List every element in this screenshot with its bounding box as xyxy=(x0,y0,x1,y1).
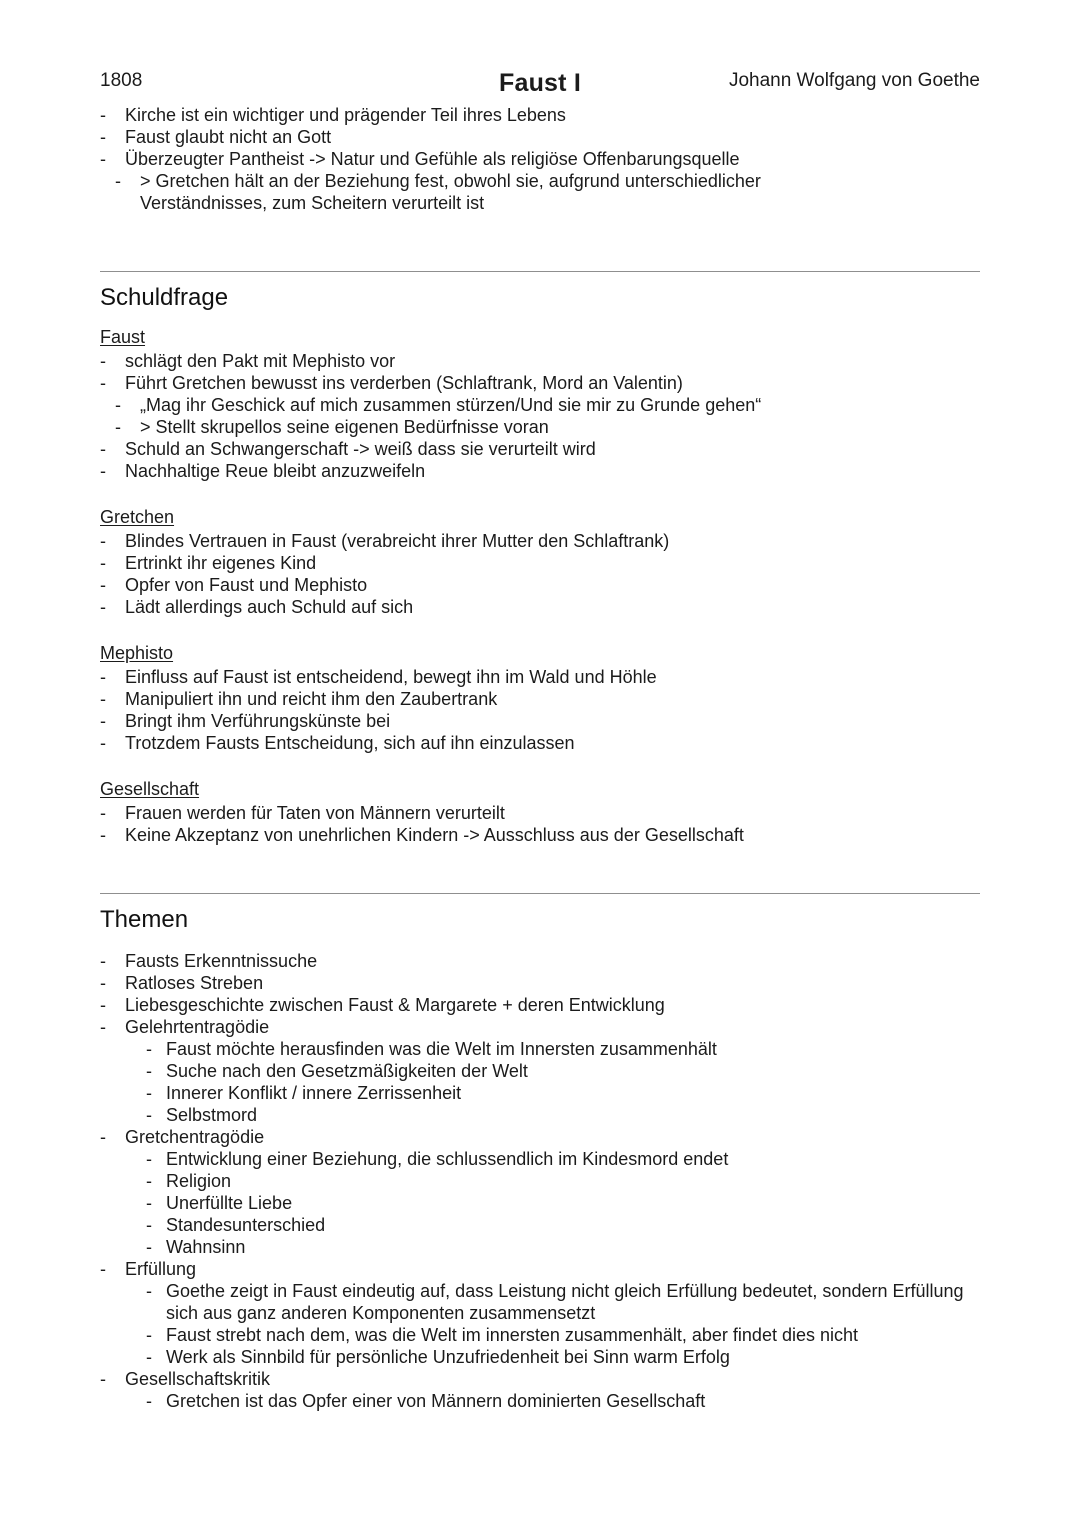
list-item xyxy=(146,1214,980,1236)
bullet-dash: - xyxy=(100,351,106,371)
list-item-text: Liebesgeschichte zwischen Faust & Margarete + deren Entwicklung xyxy=(125,995,665,1015)
list-item-text: Schuld an Schwangerschaft -> weiß dass sie verurteilt wird xyxy=(125,439,596,459)
bullet-dash: - xyxy=(100,733,106,753)
section-body xyxy=(100,326,980,846)
bullet-dash: - xyxy=(100,597,106,617)
list-item-text: Suche nach den Gesetzmäßigkeiten der Welt xyxy=(166,1061,528,1081)
list-item-text: Unerfüllte Liebe xyxy=(166,1193,293,1213)
bullet-dash: - xyxy=(146,1391,152,1411)
list-item xyxy=(146,1060,980,1082)
list-item-text: Nachhaltige Reue bleibt anzuzweifeln xyxy=(125,461,426,481)
list-item-text: Entwicklung einer Beziehung, die schlussendlich im Kindesmord endet xyxy=(166,1149,729,1169)
list-item-text: Führt Gretchen bewusst ins verderben (Schlaftrank, Mord an Valentin) xyxy=(125,373,683,393)
list-item-text: Innerer Konflikt / innere Zerrissenheit xyxy=(166,1083,462,1103)
list-item-text: Gelehrtentragödie xyxy=(125,1017,270,1037)
subsection-heading-label: Mephisto xyxy=(100,643,174,663)
bullet-dash: - xyxy=(146,1325,152,1345)
list-item xyxy=(115,170,980,214)
bullet-dash: - xyxy=(115,395,121,415)
intro-notes-list xyxy=(100,104,980,214)
subsection-heading-label: Gretchen xyxy=(100,507,175,527)
list-item xyxy=(146,1038,980,1060)
bullet-dash: - xyxy=(146,1347,152,1367)
author-label: Johann Wolfgang von Goethe xyxy=(728,70,980,91)
list-item-text: Faust glaubt nicht an Gott xyxy=(125,127,332,147)
subsection-heading-label: Gesellschaft xyxy=(100,779,200,799)
list-item-text: Faust strebt nach dem, was die Welt im innersten zusammenhält, aber findet dies nicht xyxy=(166,1325,858,1345)
section-divider xyxy=(100,271,980,272)
list-item xyxy=(115,416,980,438)
bullet-dash: - xyxy=(146,1149,152,1169)
list-item-text: Opfer von Faust und Mephisto xyxy=(125,575,368,595)
bullet-dash: - xyxy=(100,127,106,147)
list-item-text: Ratloses Streben xyxy=(125,973,264,993)
list-item xyxy=(100,802,980,824)
bullet-dash: - xyxy=(146,1237,152,1257)
list-item-text: Gretchentragödie xyxy=(125,1127,265,1147)
list-item xyxy=(100,824,980,846)
year-label: 1808 xyxy=(100,70,143,91)
list-item xyxy=(100,574,980,596)
bullet-dash: - xyxy=(115,417,121,437)
bullet-dash: - xyxy=(146,1281,152,1301)
list-item xyxy=(100,104,980,126)
bullet-dash: - xyxy=(100,149,106,169)
list-item-text: Trotzdem Fausts Entscheidung, sich auf ihn einzulassen xyxy=(125,733,575,753)
list-item xyxy=(100,666,980,688)
bullet-dash: - xyxy=(115,171,121,191)
list-item xyxy=(100,438,980,460)
list-item xyxy=(115,394,980,416)
list-item-text: schlägt den Pakt mit Mephisto vor xyxy=(125,351,396,371)
list-item xyxy=(100,732,980,754)
bullet-dash: - xyxy=(100,531,106,551)
bullet-dash: - xyxy=(146,1083,152,1103)
list-item-text: Standesunterschied xyxy=(166,1215,326,1235)
bullet-dash: - xyxy=(100,1017,106,1037)
list-item xyxy=(100,1016,980,1038)
list-item-text: Wahnsinn xyxy=(166,1237,246,1257)
list-item-text: Ertrinkt ihr eigenes Kind xyxy=(125,553,317,573)
bullet-dash: - xyxy=(100,1259,106,1279)
list-item-text: Fausts Erkenntnissuche xyxy=(125,951,318,971)
list-item-text: Gesellschaftskritik xyxy=(125,1369,271,1389)
section-body xyxy=(100,950,980,1412)
list-item-text: > Gretchen hält an der Beziehung fest, obwohl sie, aufgrund unterschiedlicher Verständnisses, zum Scheitern verurteilt ist xyxy=(140,171,761,213)
bullet-dash: - xyxy=(100,1369,106,1389)
bullet-dash: - xyxy=(146,1039,152,1059)
list-item xyxy=(100,994,980,1016)
bullet-dash: - xyxy=(100,373,106,393)
subsection-heading xyxy=(100,326,980,348)
list-item xyxy=(100,688,980,710)
list-item-text: Keine Akzeptanz von unehrlichen Kindern -> Ausschluss aus der Gesellschaft xyxy=(125,825,744,845)
bullet-dash: - xyxy=(100,689,106,709)
list-item xyxy=(100,1126,980,1148)
bullet-dash: - xyxy=(146,1171,152,1191)
list-item xyxy=(100,1368,980,1390)
list-item xyxy=(146,1236,980,1258)
list-item-text: Goethe zeigt in Faust eindeutig auf, dass Leistung nicht gleich Erfüllung bedeutet, sondern Erfüllung sich aus ganz anderen Komponenten zusammensetzt xyxy=(166,1281,964,1323)
list-item xyxy=(146,1390,980,1412)
list-item xyxy=(146,1192,980,1214)
list-item-text: Faust möchte herausfinden was die Welt im Innersten zusammenhält xyxy=(166,1039,717,1059)
list-item-text: Manipuliert ihn und reicht ihm den Zaubertrank xyxy=(125,689,498,709)
list-item xyxy=(100,126,980,148)
bullet-dash: - xyxy=(100,105,106,125)
list-item xyxy=(146,1082,980,1104)
list-item xyxy=(146,1148,980,1170)
bullet-dash: - xyxy=(146,1061,152,1081)
list-item xyxy=(100,710,980,732)
bullet-dash: - xyxy=(100,951,106,971)
list-item xyxy=(100,552,980,574)
list-item-text: > Stellt skrupellos seine eigenen Bedürfnisse voran xyxy=(140,417,549,437)
list-item-text: Einfluss auf Faust ist entscheidend, bewegt ihn im Wald und Höhle xyxy=(125,667,657,687)
bullet-dash: - xyxy=(100,825,106,845)
bullet-dash: - xyxy=(100,575,106,595)
section-schuldfrage xyxy=(100,283,980,846)
bullet-dash: - xyxy=(100,995,106,1015)
list-item xyxy=(146,1346,980,1368)
subsection-heading-label: Faust xyxy=(100,327,146,347)
list-item-text: Gretchen ist das Opfer einer von Männern dominierten Gesellschaft xyxy=(166,1391,706,1411)
subsection-heading xyxy=(100,778,980,800)
list-item-text: Blindes Vertrauen in Faust (verabreicht ihrer Mutter den Schlaftrank) xyxy=(125,531,670,551)
list-item xyxy=(100,460,980,482)
list-item xyxy=(100,148,980,170)
bullet-dash: - xyxy=(146,1193,152,1213)
list-item xyxy=(146,1280,980,1324)
list-item xyxy=(146,1324,980,1346)
bullet-dash: - xyxy=(100,1127,106,1147)
bullet-dash: - xyxy=(100,439,106,459)
section-divider xyxy=(100,893,980,894)
list-item-text: Selbstmord xyxy=(166,1105,258,1125)
list-item-text: Religion xyxy=(166,1171,232,1191)
subsection-heading xyxy=(100,506,980,528)
list-item xyxy=(146,1104,980,1126)
bullet-dash: - xyxy=(100,553,106,573)
list-item-text: Überzeugter Pantheist -> Natur und Gefühle als religiöse Offenbarungsquelle xyxy=(125,149,740,169)
bullet-dash: - xyxy=(100,667,106,687)
list-item xyxy=(100,950,980,972)
bullet-dash: - xyxy=(146,1215,152,1235)
list-item-text: „Mag ihr Geschick auf mich zusammen stürzen/Und sie mir zu Grunde gehen“ xyxy=(140,395,762,415)
list-item-text: Erfüllung xyxy=(125,1259,197,1279)
bullet-dash: - xyxy=(100,803,106,823)
list-item-text: Lädt allerdings auch Schuld auf sich xyxy=(125,597,414,617)
page-title: Faust I xyxy=(499,69,581,97)
list-item xyxy=(100,972,980,994)
list-item xyxy=(100,1258,980,1280)
list-item-text: Werk als Sinnbild für persönliche Unzufriedenheit bei Sinn warm Erfolg xyxy=(166,1347,730,1367)
subsection-heading xyxy=(100,642,980,664)
list-item xyxy=(100,530,980,552)
list-item xyxy=(100,372,980,394)
page-header xyxy=(100,62,980,97)
list-item-text: Bringt ihm Verführungskünste bei xyxy=(125,711,391,731)
bullet-dash: - xyxy=(100,973,106,993)
section-themen xyxy=(100,905,980,1412)
list-item xyxy=(100,350,980,372)
section-heading: Schuldfrage xyxy=(100,284,229,311)
bullet-dash: - xyxy=(100,711,106,731)
bullet-dash: - xyxy=(146,1105,152,1125)
list-item-text: Kirche ist ein wichtiger und prägender Teil ihres Lebens xyxy=(125,105,566,125)
section-heading: Themen xyxy=(100,906,189,933)
list-item-text: Frauen werden für Taten von Männern verurteilt xyxy=(125,803,505,823)
list-item xyxy=(146,1170,980,1192)
list-item xyxy=(100,596,980,618)
bullet-dash: - xyxy=(100,461,106,481)
